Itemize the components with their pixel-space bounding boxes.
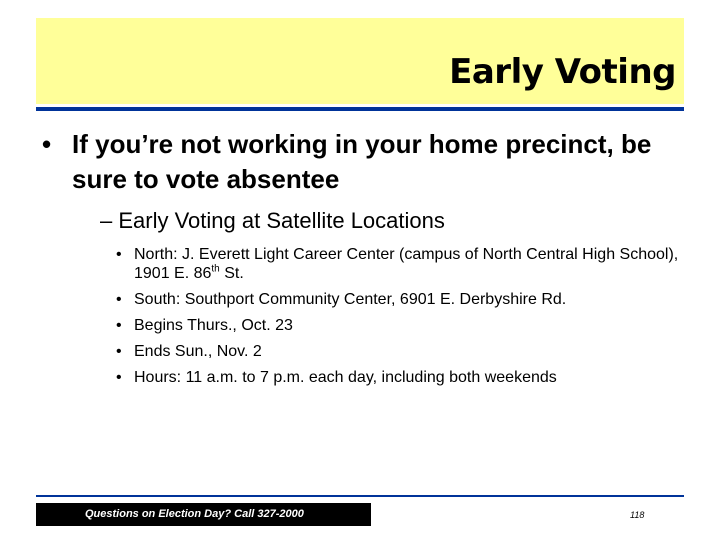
main-bullet-text: If you’re not working in your home precinct, be sure to vote absentee (72, 129, 652, 194)
slide-title: Early Voting (449, 52, 676, 92)
bullet-mark: • (42, 129, 52, 159)
footer-divider (36, 495, 684, 497)
bullet-mark: • (116, 369, 122, 386)
list-item-text-end: St. (219, 265, 244, 282)
list-item-text: Begins Thurs., Oct. 23 (134, 317, 293, 334)
superscript: th (211, 263, 220, 275)
list-item (112, 290, 692, 309)
list-item-text: Ends Sun., Nov. 2 (134, 343, 262, 360)
list-item-text: Hours: 11 a.m. to 7 p.m. each day, including both weekends (134, 369, 557, 386)
page-number: 118 (630, 510, 645, 520)
list-item (112, 342, 692, 361)
footer-text: Questions on Election Day? Call 327-2000 (85, 508, 304, 520)
bullet-mark: • (116, 343, 122, 360)
bullet-mark: • (116, 246, 122, 263)
location-list (112, 245, 692, 394)
bullet-mark: • (116, 317, 122, 334)
list-item (112, 368, 692, 387)
title-divider (36, 107, 684, 111)
sub-bullet-heading: – Early Voting at Satellite Locations (100, 208, 445, 233)
list-item (112, 245, 692, 283)
list-item (112, 316, 692, 335)
bullet-mark: • (116, 291, 122, 308)
list-item-text: North: J. Everett Light Career Center (campus of North Central High School), 1901 E. 86 (134, 246, 679, 282)
list-item-text: South: Southport Community Center, 6901 E. Derbyshire Rd. (134, 291, 567, 308)
